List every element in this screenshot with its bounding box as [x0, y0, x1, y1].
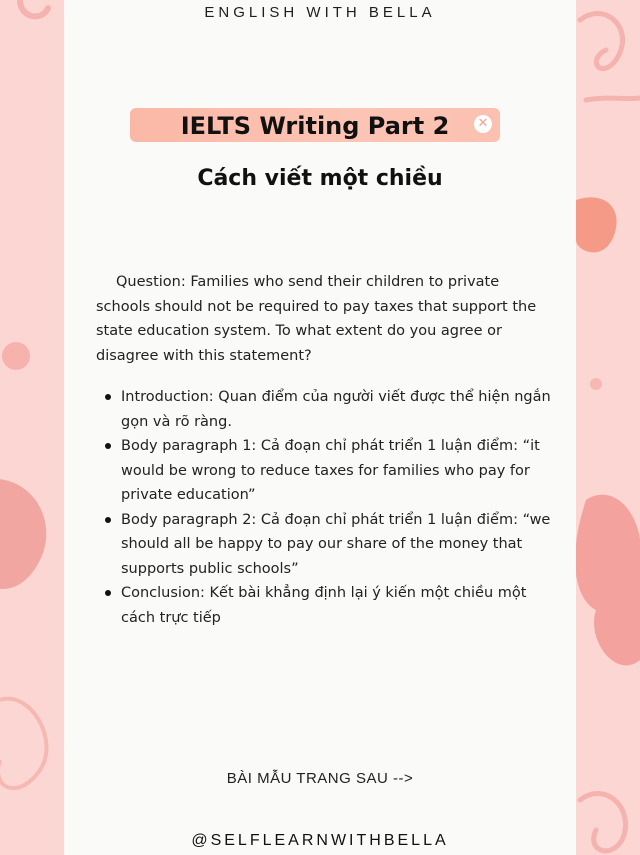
brand-header: ENGLISH WITH BELLA — [204, 4, 436, 21]
list-item: Introduction: Quan điểm của người viết được thể hiện ngắn gọn và rõ ràng. — [121, 385, 561, 434]
list-item: Body paragraph 1: Cả đoạn chỉ phát triển 1 luận điểm: “it would be wrong to reduce taxes for families who pay for private education” — [121, 434, 561, 508]
left-decoration-art — [0, 0, 64, 855]
list-item: Body paragraph 2: Cả đoạn chỉ phát triển 1 luận điểm: “we should all be happy to pay our share of the money that supports public schools” — [121, 508, 561, 582]
title-banner — [130, 108, 500, 142]
social-handle: @SELFLEARNWITHBELLA — [191, 832, 449, 849]
next-page-link[interactable]: BÀI MẪU TRANG SAU --> — [226, 770, 414, 787]
right-decoration-panel — [576, 0, 640, 855]
outline-list — [121, 385, 561, 630]
content-page — [64, 0, 576, 855]
left-decoration-panel — [0, 0, 64, 855]
right-decoration-art — [576, 0, 640, 855]
question-paragraph — [96, 270, 548, 368]
close-icon[interactable]: ✕ — [474, 115, 492, 133]
list-item: Conclusion: Kết bài khẳng định lại ý kiến một chiều một cách trực tiếp — [121, 581, 561, 630]
page-subtitle: Cách viết một chiều — [197, 166, 443, 191]
question-text: Question: Families who send their children to private schools should not be required to pay taxes that support the state education system. To what extent do you agree or disagree with this statement? — [96, 274, 537, 364]
page-title: IELTS Writing Part 2 — [180, 112, 450, 140]
